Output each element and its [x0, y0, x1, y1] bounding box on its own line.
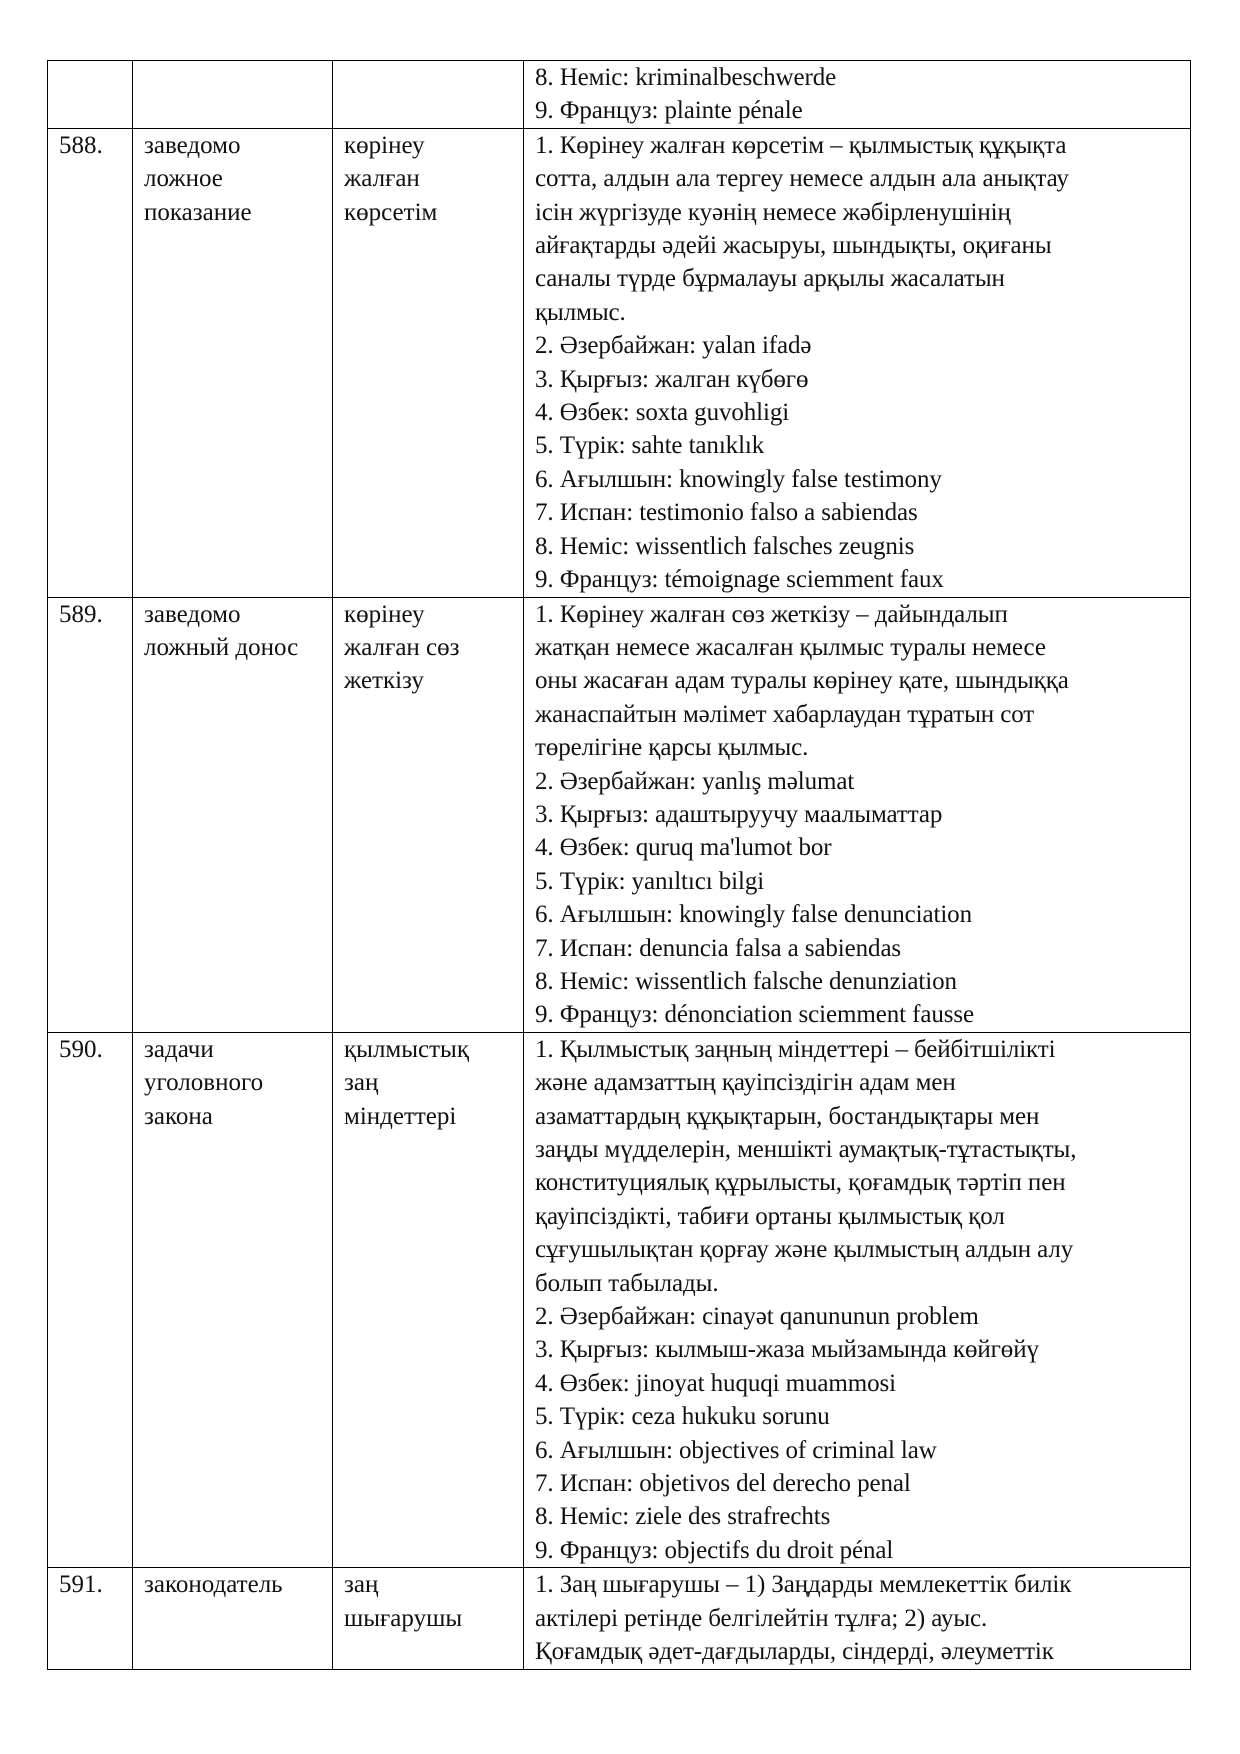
table-row — [48, 1568, 1191, 1669]
russian-term-line: показание — [144, 198, 252, 226]
definition-line: сотта, алдын ала тергеу немесе алдын ала анықтау — [535, 165, 1069, 193]
definition-line: сұғушылықтан қорғау және қылмыстың алдын алу — [535, 1236, 1074, 1264]
definition-cell — [524, 1032, 1191, 1568]
definition-line: 8. Неміс: ziele des strafrechts — [535, 1503, 831, 1531]
definition-line: 9. Француз: témoignage sciemment faux — [535, 566, 944, 594]
definition-line: заңды мүдделерін, меншікті аумақтық-тұтастықты, — [535, 1136, 1077, 1163]
definition-line: 6. Ағылшын: knowingly false testimony — [535, 465, 942, 493]
definition-line: 4. Өзбек: quruq ma'lumot bor — [535, 834, 832, 862]
definition-line: жанаспайтын мәлімет хабарлаудан тұратын сот — [535, 700, 1035, 728]
definition-line: 1. Көрінеу жалған көрсетім – қылмыстық құқықта — [535, 131, 1067, 159]
kazakh-term-line: міндеттері — [344, 1102, 457, 1130]
definition-line: 2. Әзербайжан: yanlış məlumat — [535, 767, 855, 795]
definition-line: ісін жүргізуде куәнің немесе жәбірленушінің — [535, 198, 1011, 226]
kazakh-term-line: шығарушы — [344, 1604, 463, 1632]
definition-line: 2. Әзербайжан: cinayət qanununun problem — [535, 1303, 979, 1331]
kazakh-term-line: заң — [344, 1571, 379, 1599]
table-row — [48, 1032, 1191, 1568]
russian-term-line: заведомо — [144, 600, 241, 628]
definition-cell — [524, 128, 1191, 597]
entry-number: 590. — [59, 1035, 103, 1063]
russian-term-cell — [133, 1568, 333, 1669]
definition-line: 8. Неміс: wissentlich falsche denunziation — [535, 967, 957, 995]
kazakh-term-line: заң — [344, 1069, 379, 1097]
definition-line: жатқан немесе жасалған қылмыс туралы немесе — [535, 633, 1046, 661]
kazakh-term-line: көрсетім — [344, 198, 438, 226]
definition-line: 5. Түрік: sahte tanıklık — [535, 432, 765, 460]
definition-line: 2. Әзербайжан: yalan ifadə — [535, 332, 812, 360]
definition-line: 3. Қырғыз: кылмыш-жаза мыйзамында көйгөйү — [535, 1336, 1039, 1364]
definition-line: 8. Неміс: wissentlich falsches zeugnis — [535, 532, 915, 560]
russian-term-cell — [133, 61, 333, 129]
kazakh-term-cell — [333, 597, 524, 1032]
definition-line: 4. Өзбек: soxta guvohligi — [535, 399, 790, 427]
entry-number: 589. — [59, 600, 103, 628]
definition-line: 6. Ағылшын: objectives of criminal law — [535, 1436, 937, 1464]
russian-term-line: уголовного — [144, 1069, 264, 1097]
definition-cell — [524, 1568, 1191, 1669]
kazakh-term-line: көрінеу — [344, 131, 425, 159]
russian-term-cell — [133, 128, 333, 597]
definition-line: 5. Түрік: yanıltıcı bilgi — [535, 867, 765, 895]
definition-line: және адамзаттың қауіпсіздігін адам мен — [535, 1069, 956, 1097]
definition-line: 7. Испан: testimonio falso a sabiendas — [535, 499, 918, 527]
definition-line: азаматтардың құқықтарын, бостандықтары мен — [535, 1102, 1040, 1130]
russian-term-line: задачи — [144, 1035, 214, 1063]
russian-term-cell — [133, 1032, 333, 1568]
entry-number-cell — [48, 61, 133, 129]
definition-line: саналы түрде бұрмалауы арқылы жасалатын — [535, 265, 1005, 293]
glossary-table — [47, 60, 1191, 1670]
definition-line: айғақтарды әдейі жасыруы, шындықты, оқиғаны — [535, 232, 1052, 260]
definition-line: 3. Қырғыз: адаштыруучу маалыматтар — [535, 800, 943, 828]
definition-line: төрелігіне қарсы қылмыс. — [535, 734, 809, 762]
glossary-table-body — [48, 61, 1191, 1670]
entry-number: 591. — [59, 1571, 103, 1599]
definition-line: 3. Қырғыз: жалган күбөгө — [535, 365, 809, 393]
kazakh-term-cell — [333, 128, 524, 597]
table-row — [48, 61, 1191, 129]
definition-line: Қоғамдық әдет-дағдыларды, сіндерді, әлеуметтік — [535, 1638, 1054, 1666]
definition-line: 9. Француз: objectifs du droit pénal — [535, 1536, 894, 1564]
entry-number-cell — [48, 1032, 133, 1568]
definition-line: 5. Түрік: ceza hukuku sorunu — [535, 1403, 830, 1431]
definition-cell — [524, 61, 1191, 129]
definition-line: конституциялық құрылысты, қоғамдық тәртіп пен — [535, 1169, 1066, 1197]
definition-line: қылмыс. — [535, 298, 626, 326]
russian-term-line: ложный донос — [144, 633, 299, 661]
entry-number-cell — [48, 1568, 133, 1669]
table-row — [48, 128, 1191, 597]
definition-line: қауіпсіздікті, табиғи ортаны қылмыстық қол — [535, 1202, 1005, 1230]
entry-number-cell — [48, 597, 133, 1032]
definition-line: 8. Неміс: kriminalbeschwerde — [535, 64, 837, 91]
definition-line: 1. Көрінеу жалған сөз жеткізу – дайындалып — [535, 600, 1008, 628]
kazakh-term-line: жалған — [344, 165, 420, 193]
kazakh-term-cell — [333, 1032, 524, 1568]
entry-number-cell — [48, 128, 133, 597]
definition-line: 9. Француз: plainte pénale — [535, 97, 803, 125]
kazakh-term-cell — [333, 1568, 524, 1669]
kazakh-term-line: жеткізу — [344, 667, 424, 695]
definition-line: 7. Испан: denuncia falsa a sabiendas — [535, 934, 902, 962]
russian-term-line: ложное — [144, 165, 223, 193]
definition-cell — [524, 597, 1191, 1032]
definition-line: 1. Заң шығарушы – 1) Заңдарды мемлекеттік билік — [535, 1571, 1072, 1599]
definition-line: актілері ретінде белгілейтін тұлға; 2) ауыс. — [535, 1604, 988, 1632]
russian-term-line: закона — [144, 1102, 213, 1130]
definition-line: 7. Испан: objetivos del derecho penal — [535, 1470, 911, 1498]
entry-number: 588. — [59, 131, 103, 159]
definition-line: болып табылады. — [535, 1269, 719, 1297]
definition-line: 9. Француз: dénonciation sciemment fausse — [535, 1001, 974, 1029]
kazakh-term-cell — [333, 61, 524, 129]
kazakh-term-line: жалған сөз — [344, 633, 460, 661]
definition-line: 1. Қылмыстық заңның міндеттері – бейбітшілікті — [535, 1035, 1056, 1063]
kazakh-term-line: көрінеу — [344, 600, 425, 628]
definition-line: оны жасаған адам туралы көрінеу қате, шындыққа — [535, 667, 1069, 695]
kazakh-term-line: қылмыстық — [344, 1035, 469, 1063]
table-row — [48, 597, 1191, 1032]
russian-term-cell — [133, 597, 333, 1032]
definition-line: 6. Ағылшын: knowingly false denunciation — [535, 901, 972, 929]
russian-term-line: законодатель — [144, 1571, 283, 1599]
russian-term-line: заведомо — [144, 131, 241, 159]
definition-line: 4. Өзбек: jinoyat huquqi muammosi — [535, 1369, 896, 1397]
